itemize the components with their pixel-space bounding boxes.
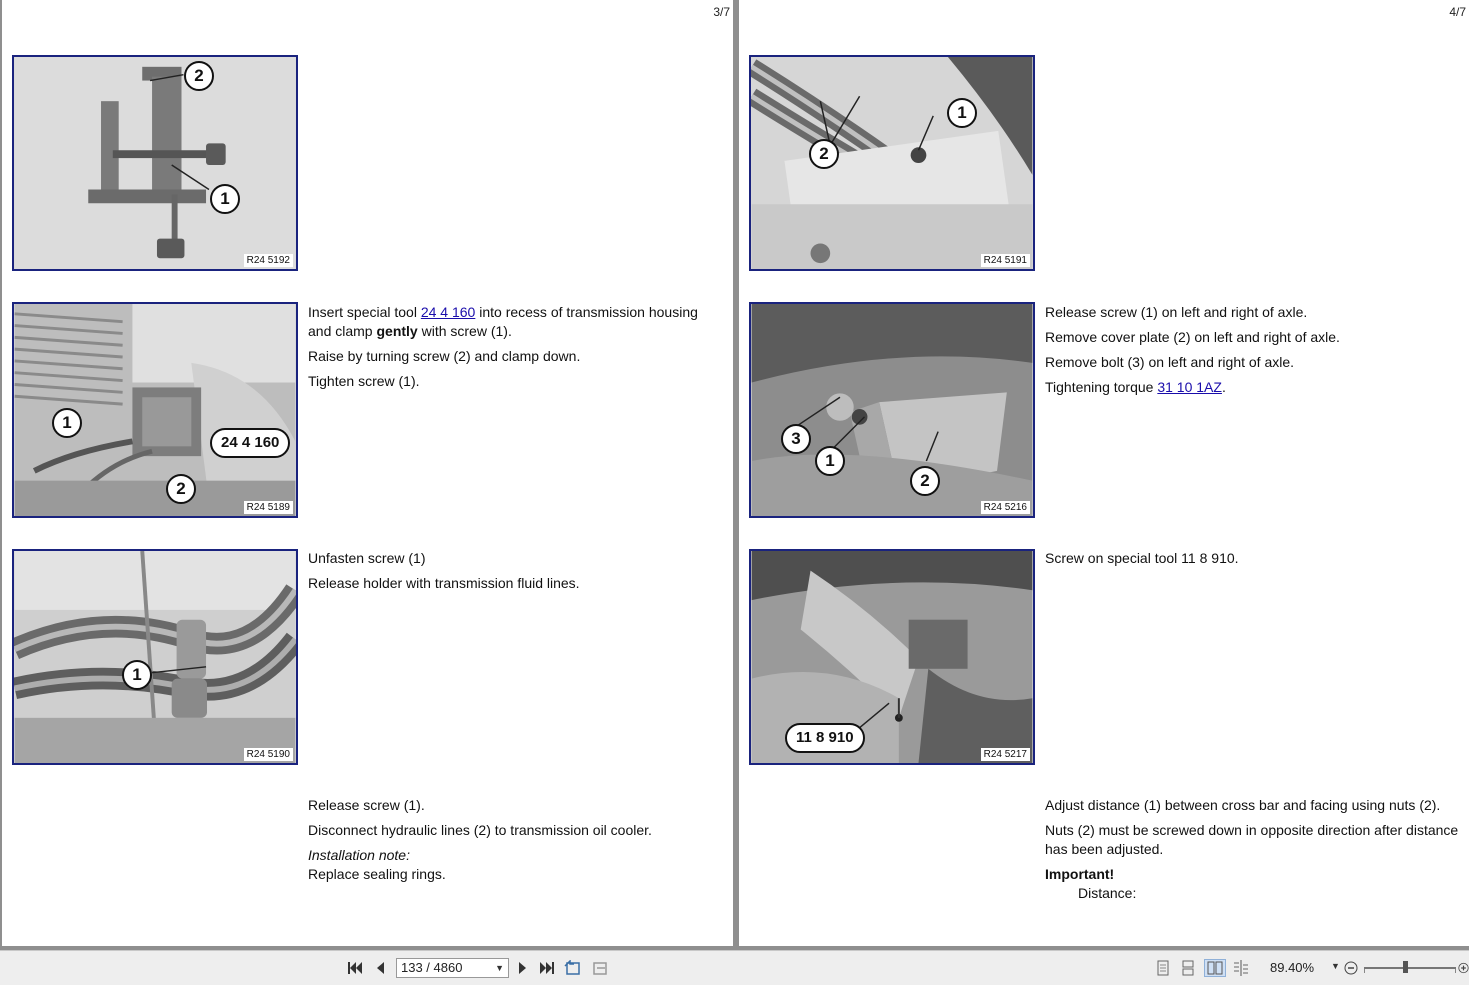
callout: 1 xyxy=(947,98,977,128)
step-text: Screw on special tool 11 8 910. xyxy=(1045,550,1239,566)
figure-special-tool xyxy=(12,55,298,271)
go-forward-view-icon[interactable] xyxy=(591,959,609,977)
step-text: Unfasten screw (1) Release holder with transmission fluid lines. xyxy=(308,550,580,591)
callout: 3 xyxy=(781,424,811,454)
first-page-icon[interactable] xyxy=(346,959,364,977)
figure-tool-installed xyxy=(12,302,298,518)
link-tightening-torque[interactable]: 31 10 1AZ xyxy=(1157,379,1222,395)
zoom-slider-thumb[interactable] xyxy=(1403,961,1408,973)
callout: 2 xyxy=(166,474,196,504)
last-page-icon[interactable] xyxy=(538,959,556,977)
figure-code: R24 5191 xyxy=(981,254,1030,267)
callout: 2 xyxy=(184,61,214,91)
two-page-view-icon[interactable] xyxy=(1204,959,1226,977)
previous-page-icon[interactable] xyxy=(371,959,389,977)
callout: 1 xyxy=(122,660,152,690)
figure-fluid-lines xyxy=(12,549,298,765)
step-text: Insert special tool 24 4 160 into recess of transmission housing and clamp gently with screw (1). Raise by turning screw (2) and clamp down. Tighten screw (1). xyxy=(308,304,698,389)
chevron-down-icon[interactable]: ▼ xyxy=(1331,961,1340,971)
step-text: Adjust distance (1) between cross bar and facing using nuts (2). Nuts (2) must be screwed down in opposite direction after distance has been adjusted. Important! Distance: xyxy=(1045,797,1459,901)
page-number: 4/7 xyxy=(1449,5,1466,19)
figure-code: R24 5216 xyxy=(981,501,1030,514)
callout-tool-number: 11 8 910 xyxy=(785,723,865,753)
callout: 1 xyxy=(815,446,845,476)
chevron-down-icon[interactable]: ▼ xyxy=(495,963,504,973)
callout: 1 xyxy=(52,408,82,438)
step-text: Release screw (1). Disconnect hydraulic lines (2) to transmission oil cooler. Installation note: Replace sealing rings. xyxy=(308,797,652,882)
callout: 2 xyxy=(910,466,940,496)
callout: 2 xyxy=(809,139,839,169)
page-number-input[interactable]: 133 / 4860 ▼ xyxy=(396,958,509,978)
viewer-toolbar xyxy=(0,950,1469,985)
page-right xyxy=(739,0,1469,946)
figure-code: R24 5190 xyxy=(244,748,293,761)
figure-special-tool-mounted xyxy=(749,549,1035,765)
step-text: Release screw (1) on left and right of axle. Remove cover plate (2) on left and right of axle. Remove bolt (3) on left and right of axle. Tightening torque 31 10 1AZ. xyxy=(1045,304,1340,395)
continuous-view-icon[interactable] xyxy=(1179,959,1197,977)
page-number: 3/7 xyxy=(713,5,730,19)
figure-code: R24 5189 xyxy=(244,501,293,514)
zoom-slider-ticks xyxy=(1364,969,1456,973)
zoom-out-icon[interactable] xyxy=(1342,959,1360,977)
zoom-in-icon[interactable] xyxy=(1458,959,1469,977)
callout: 1 xyxy=(210,184,240,214)
figure-oil-cooler-lines xyxy=(749,55,1035,271)
go-back-view-icon[interactable] xyxy=(564,959,582,977)
figure-code: R24 5192 xyxy=(244,254,293,267)
next-page-icon[interactable] xyxy=(514,959,532,977)
single-page-view-icon[interactable] xyxy=(1154,959,1172,977)
callout-tool-number: 24 4 160 xyxy=(210,428,290,458)
zoom-level[interactable]: 89.40% xyxy=(1270,960,1315,975)
link-special-tool[interactable]: 24 4 160 xyxy=(420,304,476,320)
figure-cover-plate xyxy=(749,302,1035,518)
two-page-continuous-view-icon[interactable] xyxy=(1232,959,1250,977)
figure-code: R24 5217 xyxy=(981,748,1030,761)
page-left xyxy=(2,0,733,946)
